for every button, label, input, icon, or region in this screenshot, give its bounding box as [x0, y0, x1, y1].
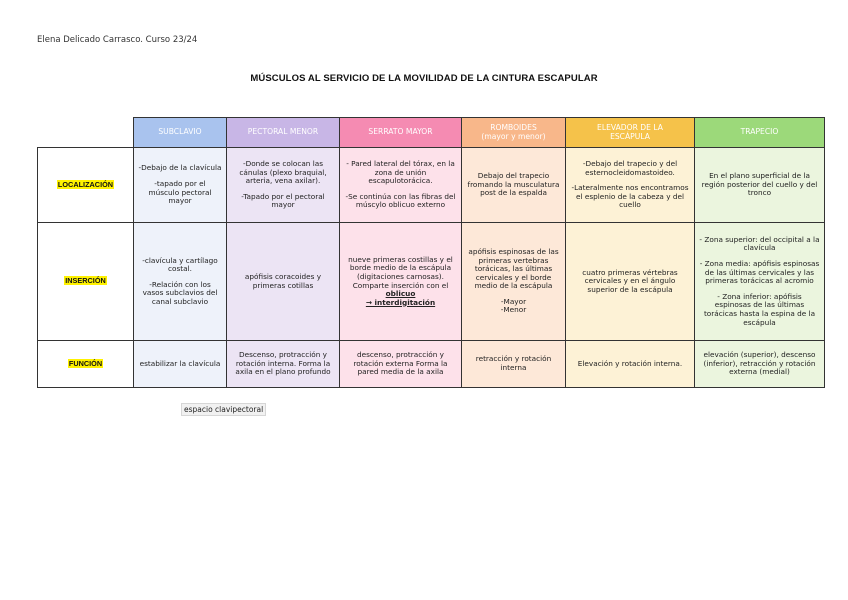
row-label-funcion: FUNCIÓN: [38, 341, 134, 388]
row-localizacion: [38, 148, 825, 223]
row-label-insercion: INSERCIÓN: [38, 223, 134, 341]
link-interdigitacion[interactable]: → interdigitación: [365, 297, 436, 307]
cell-insercion-serrato: nueve primeras costillas y el borde medio de la escápula (digitaciones carnosas). Comparte inserción con el oblicuo → interdigitación: [340, 223, 462, 341]
row-label-localizacion: LOCALIZACIÓN: [38, 148, 134, 223]
cell-localizacion-subclavio: -Debajo de la clavícula -tapado por el músculo pectoral mayor: [134, 148, 227, 223]
row-funcion: [38, 341, 825, 388]
cell-localizacion-serrato: - Pared lateral del tórax, en la zona de unión escapulotorácica. -Se continúa con las fibras del múscylo oblicuo externo: [340, 148, 462, 223]
cell-localizacion-pectoral: -Donde se colocan las cánulas (plexo braquial, arteria, vena axilar). -Tapado por el pectoral mayor: [227, 148, 340, 223]
cell-localizacion-romboides: Debajo del trapecio fromando la musculatura post de la espalda: [462, 148, 566, 223]
cell-insercion-romboides: apófisis espinosas de las primeras vertebras torácicas, las últimas cervicales y el borde medio de la escápula -Mayor -Menor: [462, 223, 566, 341]
header-row: [38, 118, 825, 148]
link-oblicuo[interactable]: oblicuo: [385, 289, 416, 299]
cell-localizacion-elevador: -Debajo del trapecio y del esternocleidomastoideo. -Lateralmente nos encontramos el esplenio de la cabeza y del cuello: [566, 148, 695, 223]
page-title: MÚSCULOS AL SERVICIO DE LA MOVILIDAD DE LA CINTURA ESCAPULAR: [250, 73, 598, 84]
col-header-elevador: ELEVADOR DE LA ESCÁPULA: [566, 118, 695, 148]
cell-insercion-elevador: cuatro primeras vértebras cervicales y en el ángulo superior de la escápula: [566, 223, 695, 341]
cell-insercion-trapecio: - Zona superior: del occipital a la clavícula - Zona media: apófisis espinosas de las últimas cervicales y las primeras torácicas al acromio - Zona inferior: apófisis espinosas de las últimas torácicas hasta la espina de la escápula: [695, 223, 825, 341]
cell-insercion-pectoral: apófisis coracoides y primeras cotillas: [227, 223, 340, 341]
col-header-serrato-mayor: SERRATO MAYOR: [340, 118, 462, 148]
cell-funcion-romboides: retracción y rotación interna: [462, 341, 566, 388]
cell-funcion-pectoral: Descenso, protracción y rotación interna. Forma la axila en el plano profundo: [227, 341, 340, 388]
author-line: Elena Delicado Carrasco. Curso 23/24: [37, 35, 198, 45]
cell-funcion-serrato: descenso, protracción y rotación externa Forma la pared media de la axila: [340, 341, 462, 388]
col-header-romboides: ROMBOIDES (mayor y menor): [462, 118, 566, 148]
cell-funcion-elevador: Elevación y rotación interna.: [566, 341, 695, 388]
col-header-pectoral-menor: PECTORAL MENOR: [227, 118, 340, 148]
cell-insercion-subclavio: -clavícula y cartílago costal. -Relación con los vasos subclavios del canal subclavio: [134, 223, 227, 341]
muscle-table: [37, 117, 825, 388]
row-insercion: [38, 223, 825, 341]
comment-note[interactable]: espacio clavipectoral: [181, 403, 266, 416]
corner-cell: [38, 118, 134, 148]
cell-funcion-subclavio: estabilizar la clavícula: [134, 341, 227, 388]
col-header-trapecio: TRAPECIO: [695, 118, 825, 148]
col-header-subclavio: SUBCLAVIO: [134, 118, 227, 148]
cell-funcion-trapecio: elevación (superior), descenso (inferior), retracción y rotación externa (medial): [695, 341, 825, 388]
cell-localizacion-trapecio: En el plano superficial de la región posterior del cuello y del tronco: [695, 148, 825, 223]
